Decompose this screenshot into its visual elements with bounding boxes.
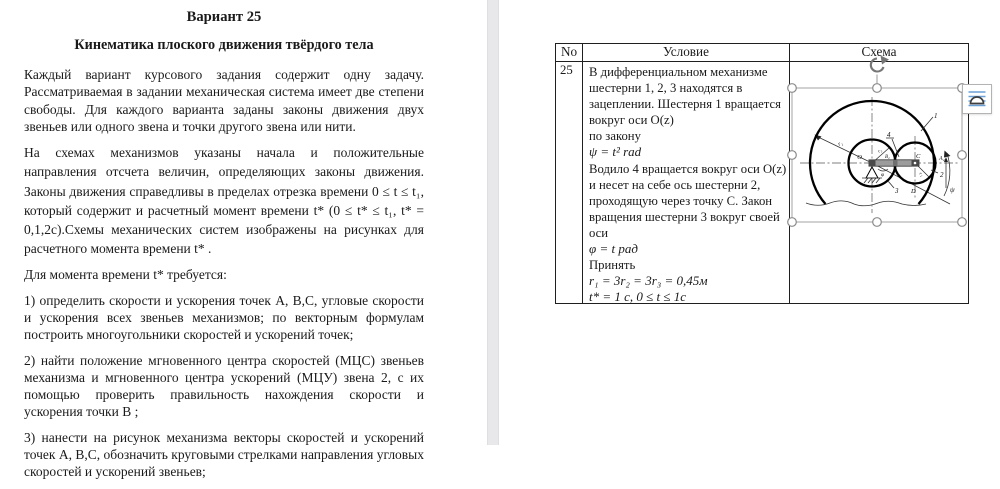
condition-line: оси	[589, 225, 609, 240]
page-gutter	[487, 0, 499, 445]
gear1-label: 1	[934, 112, 938, 120]
phi-label: φ	[881, 172, 885, 178]
carrier-label: 4	[887, 131, 891, 139]
condition-formula-radii: r₁ = 3r₂ = 3r₃ = 0,45м	[589, 273, 708, 289]
row-number-cell: 25	[556, 62, 583, 303]
schemes-paragraph: На схемах механизмов указаны начала и положительные направления отсчета величин, определяющих законы движения. Законы движения справедливы в пределах отрезка времени 0 ≤ t ≤ t₁, который содержит и расчетный момент времени t* (0 ≤ t* ≤ t₁, t* = 0,1,2с).Схемы механических систем изображены на рисунках для расчетного момента времени t* .	[24, 145, 424, 257]
header-schema: Схема	[861, 44, 897, 59]
layout-options-icon	[967, 89, 987, 109]
carrier-bar	[869, 160, 937, 167]
r2-label: r₂	[917, 171, 924, 178]
condition-line: шестерни 1, 2, 3 находятся в	[589, 81, 743, 96]
handle-mid-left[interactable]	[788, 151, 797, 160]
task-item-1: 1) определить скорости и ускорения точек А, В,С, угловые скорости и ускорения всех звеньев механизмов; по векторным формулам построить многоугольники скоростей и ускорений точек;	[24, 292, 424, 343]
doc-subtitle: Кинематика плоского движения твёрдого тела	[74, 37, 374, 53]
handle-top-left[interactable]	[788, 84, 797, 93]
mechanism-drawing[interactable]	[800, 97, 958, 213]
condition-line: вокруг оси O(z)	[589, 113, 674, 128]
condition-line: Водило 4 вращается вокруг оси O(z)	[589, 161, 787, 176]
gear3-label: 3	[895, 187, 899, 195]
r3-label: r₃	[877, 148, 884, 155]
doc-text-column	[24, 9, 424, 489]
condition-line: по закону	[589, 129, 641, 144]
condition-line: Принять	[589, 258, 636, 273]
task-item-2: 2) найти положение мгновенного центра скоростей (МЦС) звеньев механизма и мгновенного центра ускорений (МЦУ) звена 2, с их помощью проверить правильность нахождения скорости и ускорения точки В ;	[24, 352, 424, 420]
condition-line: вращения шестерни 3 вокруг своей	[589, 209, 780, 224]
point-b-label: B₂	[885, 155, 890, 160]
header-condition: Условие	[583, 44, 790, 61]
requirements-lead: Для момента времени t* требуется:	[24, 267, 227, 283]
point-a-label: A₂	[939, 156, 945, 162]
handle-bottom-center[interactable]	[873, 218, 882, 227]
condition-line: В дифференциальном механизме	[589, 65, 768, 79]
gear2-label: 2	[940, 171, 944, 179]
condition-cell	[583, 62, 790, 303]
handle-bottom-left[interactable]	[788, 218, 797, 227]
layout-options-button[interactable]	[962, 84, 992, 114]
variant-title: Вариант 25	[186, 9, 262, 25]
condition-line: проходящую через точку C. Закон	[589, 193, 773, 208]
left-page	[0, 0, 487, 480]
selection-border	[792, 88, 962, 222]
handle-mid-right[interactable]	[958, 151, 967, 160]
handle-bottom-right[interactable]	[958, 218, 967, 227]
point-c-label: C	[916, 153, 921, 160]
intro-paragraph: Каждый вариант курсового задания содержит одну задачу. Рассматриваемая в задании механическая система имеет две степени свободы. Для каждого варианта заданы законы движения двух звеньев или одного звена и точки другого звена или нити.	[24, 67, 424, 134]
condition-formula-time: t* = 1 с, 0 ≤ t ≤ 1с	[589, 289, 687, 305]
handle-top-center[interactable]	[873, 84, 882, 93]
point-o-label: O	[857, 154, 862, 161]
schema-figure	[787, 55, 967, 305]
point-d-label: D	[911, 188, 916, 195]
rotate-handle-icon[interactable]	[871, 56, 889, 72]
condition-line: и несет на себе ось шестерни 2,	[589, 177, 761, 192]
condition-line: зацеплении. Шестерня 1 вращается	[589, 97, 781, 112]
r1-label: r₁	[837, 140, 844, 148]
condition-formula-psi: ψ = t² rad	[589, 144, 642, 160]
task-item-3: 3) нанести на рисунок механизма векторы скоростей и ускорений точек А, В,С, обозначить круговыми стрелками направления угловых скоростей и ускорений звеньев;	[24, 429, 424, 480]
condition-formula-phi: φ = t рад	[589, 241, 638, 257]
header-no: No	[556, 44, 583, 61]
psi-label: ψ	[950, 185, 955, 194]
radius-lines	[815, 135, 951, 205]
